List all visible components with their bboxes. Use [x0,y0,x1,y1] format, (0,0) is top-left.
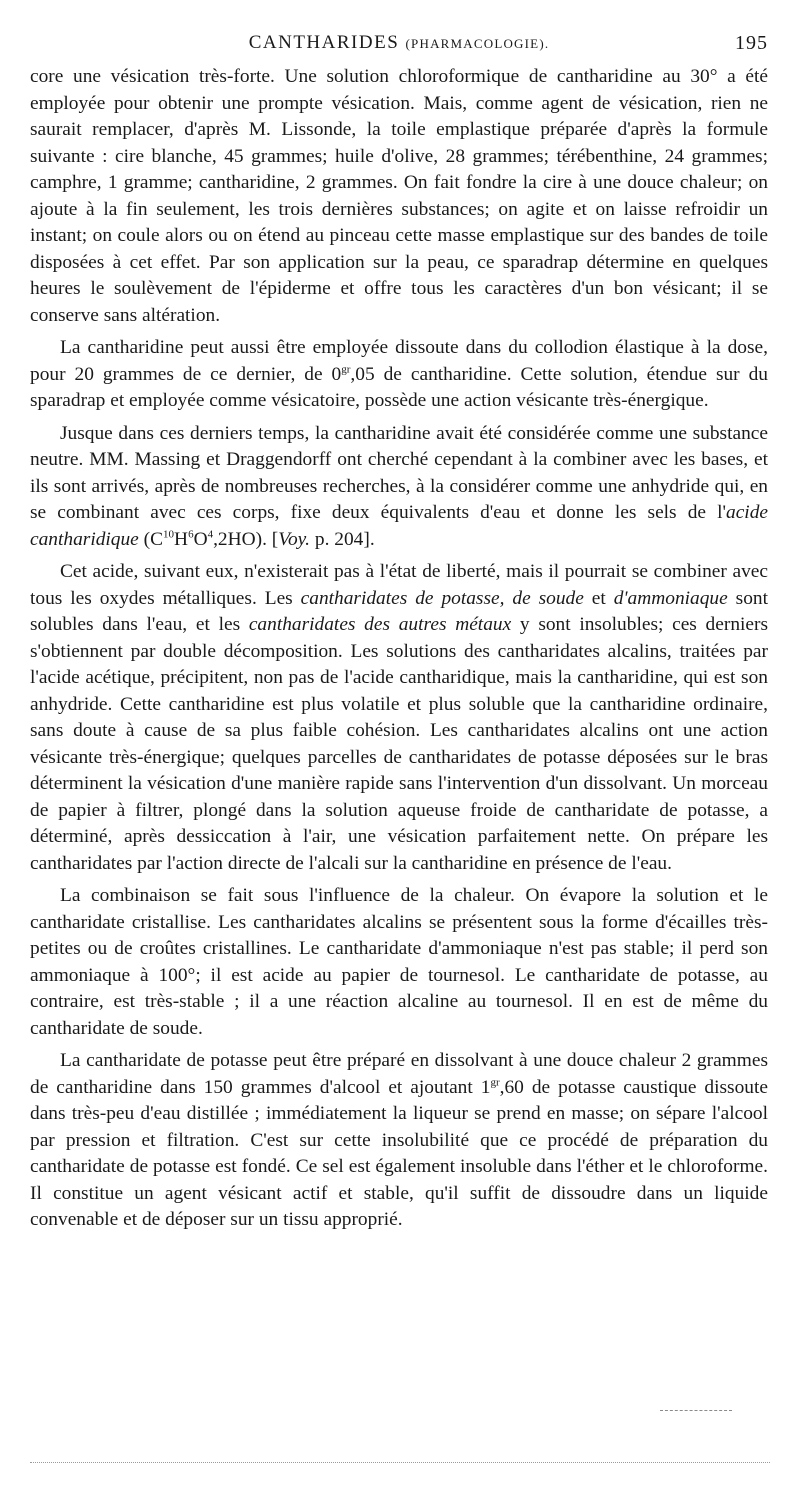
text-run: (C [138,528,164,550]
italic-text: d'ammoniaque [613,587,728,609]
superscript-text: 6 [188,528,194,541]
footer-dash [660,1410,732,1411]
page [30,28,768,1240]
text-run: ,60 de potasse caustique dissoute dans très-peu d'eau distillée ; immédiatement la liqueur se prend en masse; on sépare l'alcool par pression et filtration. C'est sur cette insolubilité que ce procédé de préparation du cantharidate de potasse est fondé. Ce sel est également insoluble dans l'éther et le chloroforme. Il constitue un agent vésicant actif et stable, qu'il suffit de dissoudre dans un liquide convenable et de déposer sur un tissu approprié. [30,1076,768,1230]
footer-rule [30,1462,770,1463]
text-run: La cantharidine peut aussi être employée dissoute dans du collodion élastique à la dose, pour 20 grammes de ce dernier, de 0 [30,337,768,385]
text-run: p. 204]. [310,528,375,550]
header-title: CANTHARIDES [248,32,400,53]
italic-text: cantharidates de potasse, de soude [300,587,584,609]
paragraph [30,335,768,415]
paragraph [30,421,768,554]
text-run: O [193,528,208,550]
text-run: La combinaison se fait sous l'influence de la chaleur. On évapore la solution et le cantharidate cristallise. Les cantharidates alcalins se présentent sous la forme d'écailles très-petites ou de croûtes cristallines. Le cantharidate d'ammoniaque n'est pas stable; il perd son ammoniaque à 100°; il est acide au papier de tournesol. Le cantharidate de potasse, au contraire, est très-stable ; il a une réaction alcaline au tournesol. Il en est de même du cantharidate de soude. [30,885,768,1039]
text-run: Jusque dans ces derniers temps, la cantharidine avait été considérée comme une substance neutre. MM. Massing et Draggendorff ont cherché cependant à la combiner avec les bases, et ils sont arrivés, après de nombreuses recherches, à la considérer comme une anhydride qui, en se combinant avec ces corps, fixe deux équivalents d'eau et donne les sels de l' [30,422,768,523]
body-text [30,64,768,1234]
superscript-text: 4 [207,528,214,541]
text-run: H [174,528,189,550]
paragraph [30,883,768,1042]
italic-text: acide cantharidique [30,502,768,550]
text-run: sont solubles dans l'eau, et les [30,587,768,635]
text-run: et [583,587,614,609]
text-run: ,05 de cantharidine. Cette solution, étendue sur du sparadrap et employée comme vésicatoire, possède une action vésicante très-énergique. [30,363,768,411]
text-run: ,2HO). [ [213,528,279,550]
running-head [30,28,768,58]
italic-text: Voy. [278,528,311,550]
superscript-text: gr [490,1076,500,1089]
paragraph [30,64,768,329]
superscript-text: gr [341,363,351,376]
header-subtitle: (PHARMACOLOGIE). [405,36,550,51]
text-run: La cantharidate de potasse peut être préparé en dissolvant à une douce chaleur 2 grammes de cantharidine dans 150 grammes d'alcool et ajoutant 1 [30,1050,768,1098]
text-run: Cet acide, suivant eux, n'existerait pas à l'état de liberté, mais il pourrait se combiner avec tous les oxydes métalliques. Les [30,561,768,609]
superscript-text: 10 [163,528,175,541]
page-number: 195 [735,32,768,54]
text-run: core une vésication très-forte. Une solution chloroformique de cantharidine au 30° a été employée pour obtenir une prompte vésication. Mais, comme agent de vésication, rien ne saurait remplacer, d'après M. Lissonde, la toile emplastique préparée d'après la formule suivante : cire blanche, 45 grammes; huile d'olive, 28 grammes; térébenthine, 24 grammes; camphre, 1 gramme; cantharidine, 2 grammes. On fait fondre la cire à une douce chaleur; on ajoute à la fin seulement, les trois dernières substances; on agite et on laisse refroidir un instant; on coule alors ou on étend au pinceau cette masse emplastique sur des bandes de toile disposées à cet effet. Par son application sur la peau, ce sparadrap détermine en quelques heures le soulèvement de l'épiderme et offre tous les caractères d'un bon vésicant; il se conserve sans altération. [30,66,768,326]
running-title [30,28,768,59]
paragraph [30,1048,768,1234]
paragraph [30,559,768,877]
italic-text: cantharidates des autres métaux [248,614,512,635]
text-run: y sont insolubles; ces derniers s'obtiennent par double décomposition. Les solutions des cantharidates alcalins, traitées par l'acide acétique, précipitent, non pas de l'acide cantharidique, mais la cantharidine, qui est son anhydride. Cette cantharidine est plus volatile et plus soluble que la cantharidine ordinaire, sans doute à cause de sa plus faible cohésion. Les cantharidates alcalins ont une action vésicante très-énergique; quelques parcelles de cantharidates de potasse déposées sur le bras déterminent la vésication d'une manière rapide sans l'intervention d'un dissolvant. Un morceau de papier à filtrer, plongé dans la solution aqueuse froide de cantharidate de potasse, a déterminé, après dessiccation à l'air, une vésication parfaitement nette. On prépare les cantharidates par l'action directe de l'alcali sur la cantharidine en présence de l'eau. [30,614,769,874]
